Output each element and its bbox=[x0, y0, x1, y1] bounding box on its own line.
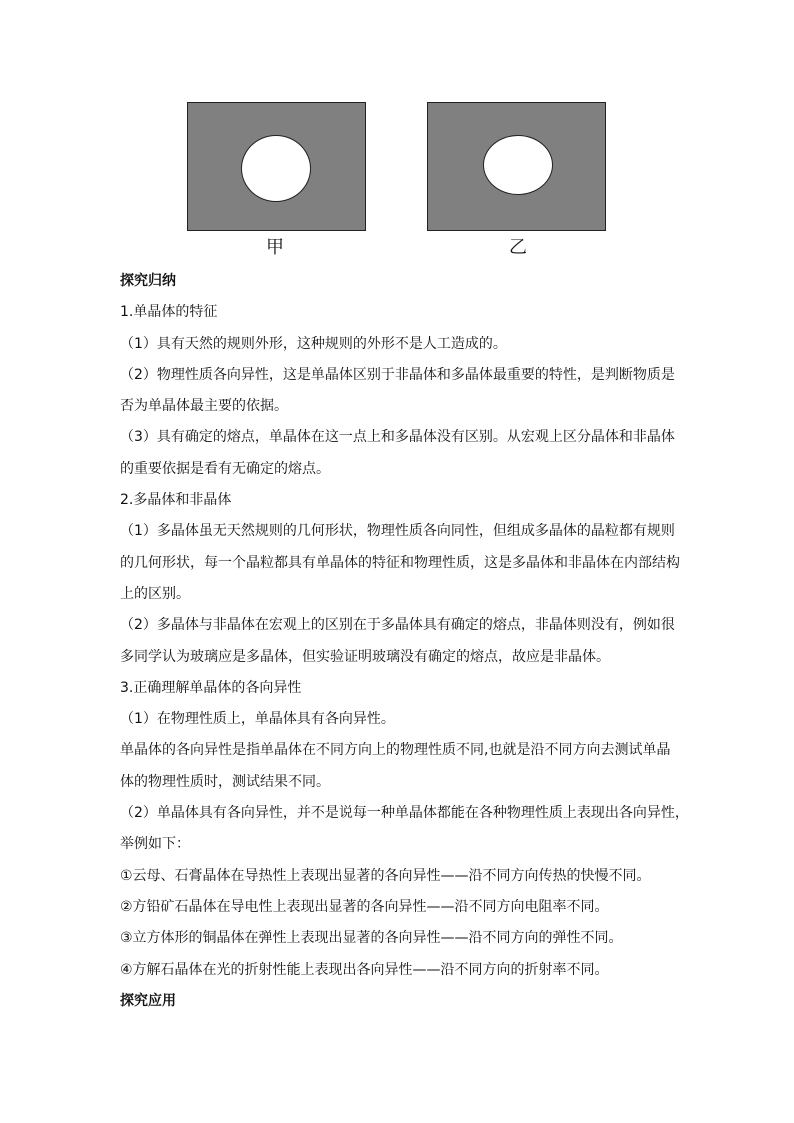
text-line: 多同学认为玻璃应是多晶体，但实验证明玻璃没有确定的熔点，故应是非晶体。 bbox=[120, 648, 610, 665]
section-heading: 探究归纳 bbox=[120, 273, 176, 289]
text-line: 否为单晶体最主要的依据。 bbox=[120, 398, 288, 415]
document-body bbox=[120, 266, 689, 1017]
text-line: 举例如下： bbox=[120, 836, 190, 853]
elliptical-hole bbox=[483, 135, 553, 195]
text-line: （2）物理性质各向异性，这是单晶体区别于非晶体和多晶体最重要的特性，是判断物质是 bbox=[120, 366, 675, 383]
text-line: （1）在物理性质上，单晶体具有各向异性。 bbox=[120, 711, 395, 728]
text-line: 1.单晶体的特征 bbox=[120, 304, 218, 321]
text-line: ③立方体形的铜晶体在弹性上表现出显著的各向异性——沿不同方向的弹性不同。 bbox=[120, 930, 623, 947]
text-line: 2.多晶体和非晶体 bbox=[120, 492, 232, 509]
figure-jia-label: 甲 bbox=[266, 237, 284, 258]
figure-jia-panel bbox=[187, 102, 366, 231]
text-line: （2）多晶体与非晶体在宏观上的区别在于多晶体具有确定的熔点，非晶体则没有，例如很 bbox=[120, 617, 675, 634]
text-line: 上的区别。 bbox=[120, 585, 190, 602]
text-line: 的几何形状，每一个晶粒都具有单晶体的特征和物理性质，这是多晶体和非晶体在内部结构 bbox=[120, 554, 680, 571]
text-line: 3.正确理解单晶体的各向异性 bbox=[120, 679, 302, 696]
text-line: 的重要依据是看有无确定的熔点。 bbox=[120, 460, 330, 477]
text-line: （1）多晶体虽无天然规则的几何形状，物理性质各向同性，但组成多晶体的晶粒都有规则 bbox=[120, 523, 675, 540]
figure-yi-panel bbox=[427, 102, 606, 231]
figure-yi-label: 乙 bbox=[509, 237, 527, 258]
text-line: 体的物理性质时，测试结果不同。 bbox=[120, 773, 330, 790]
text-line: ④方解石晶体在光的折射性能上表现出各向异性——沿不同方向的折射率不同。 bbox=[120, 961, 609, 978]
text-line: 单晶体的各向异性是指单晶体在不同方向上的物理性质不同,也就是沿不同方向去测试单晶 bbox=[120, 742, 671, 759]
text-line: （2）单晶体具有各向异性，并不是说每一种单晶体都能在各种物理性质上表现出各向异性， bbox=[120, 805, 689, 822]
text-line: ①云母、石膏晶体在导热性上表现出显著的各向异性——沿不同方向传热的快慢不同。 bbox=[120, 867, 651, 884]
text-line: （1）具有天然的规则外形，这种规则的外形不是人工造成的。 bbox=[120, 335, 507, 352]
text-line: （3）具有确定的熔点，单晶体在这一点上和多晶体没有区别。从宏观上区分晶体和非晶体 bbox=[120, 429, 675, 446]
section-heading: 探究应用 bbox=[120, 992, 176, 1009]
text-line: ②方铅矿石晶体在导电性上表现出显著的各向异性——沿不同方向电阻率不同。 bbox=[120, 898, 609, 915]
circular-hole bbox=[241, 135, 311, 202]
figure-group bbox=[0, 0, 794, 270]
